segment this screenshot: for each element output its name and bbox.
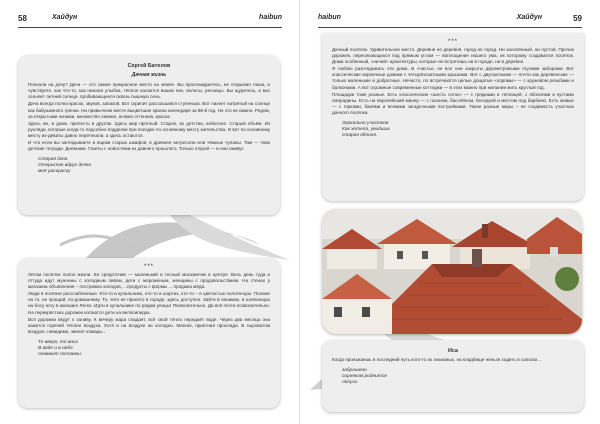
header-title-right: haibun (318, 14, 341, 21)
article-title: Иса (448, 348, 458, 354)
header-rule (18, 27, 282, 28)
haiku-line: плавают поплавки. (38, 351, 83, 357)
haiku-line: лопухи (342, 380, 358, 386)
paragraph: Вся дорожки ведут к заливу. К вечеру жара спадает, всё свой тепло передаёт воде. Через два месяца она кажется горячей тёплее воздуха. Хотя и на воздухе не холодно. Мягкая, приятная прохлада. В сыроватом воздухе, невидимо, звенят комары... (28, 316, 270, 334)
right-header (318, 10, 582, 30)
rooftops-photo (322, 209, 582, 334)
haiku (38, 340, 270, 358)
article-title: Дачная жизнь (131, 72, 167, 79)
paragraph: Когда проезжаешь в последний путь кого-то из знакомых, на кладбище нельзя ходить в сапогах... (332, 357, 542, 363)
left-header (18, 10, 282, 30)
section-separator: *** (447, 39, 458, 45)
header-subtitle-right: Хайдун (516, 14, 542, 21)
article-card-isa (322, 340, 584, 412)
page-number-right: 59 (573, 14, 582, 23)
paragraph: Я люблю разглядывать эти дома. В счастье, не все они закрыты двухметровыми глухими заборами. Вот классические кирпичные домики с четырёхскатными крышами. Вот с двускатными — почти как деревенские — только маленькие и добротные. Нечасто, по встречаются целые дощатые «хоромы» — с кружевом резьбами и балконами. А вот огромные современные коттеджи — в этих можно при желании жить круглый год. (332, 66, 574, 90)
haiku-line: сорняком роднится (342, 374, 387, 380)
article-card-summer (18, 258, 280, 408)
haiku-line: То вверх, то вниз (38, 339, 78, 345)
paragraph: Летом посёлок полон жизни. Ее средоточие — маленький и тесный магазинчик в центре. Весь день туда и оттуда идут мужчины с холодным пивом, дети с мороженым, женщины с продовольствием. На стенах у магазина объявления – пострижка холодов, ...продукты с фермы ... продажа мёда. (28, 272, 270, 290)
paragraph: Здесь же, в доме, прелесть в другом. Здесь мир прятный. Старое, из детства, небесное. Старый объём. Из рухляди, которые когда-то подсобно-подделки при поездке по основному месту жительства. И вот по основному месту из-деваты давно перетекали, а здесь остаются. (28, 120, 270, 138)
article-author: Сергей Бателов (127, 63, 171, 69)
paragraph: И что если вы заглядываете в ящики старых шкафов, в древнее антресоли или тёмные чуланы. Там — твои детские тетради. Дневники. Газеты с новостями из давнего прошлого. Только открой — и они оживут. (28, 140, 270, 152)
paragraph: Люди в посёлке расслабленные. Кто-то в купальнике, кто-то в шортах, кто-то – в цветастых полотенцах. Похоже на то, не прощай, по-домашнему. То, чего не принято в городе, здесь доступно. Зайти в панамах, в шлёпанцах на босу ногу в магазин! Легко. Идти в купальнике по рядам улицы! Позволительно. Да всё почти позволительно. На перекрёстках дорожек катаются дети на велосипедах. (28, 291, 270, 315)
haiku-line: старая яблоня. (342, 133, 378, 139)
header-rule (318, 27, 582, 28)
haiku-line: Старая дача (38, 157, 68, 163)
haiku-line: заброшено (342, 368, 367, 374)
page-number-left: 58 (18, 14, 27, 23)
paragraph: Дачный посёлок. Удивительное место. Деревня не деревня, город не город. Ни заселённый, ни пустой. Прочих дорожек, пересекающихся под прямым углом — воплощение нашего ума, их которому создавался посёлок. Дома особенный, «ничей» архитектуры, которые не встретишь ни в городе, ни в деревне. (332, 47, 574, 65)
article-card-houses (322, 33, 584, 201)
haiku-line: моё раскраску (38, 169, 71, 175)
paragraph: Поехали на дачу? Дача — это самое прекрасное место на земле. Вы прохлаждаетесь, не открывая глаза, и чувствуете, как что-то, как нежная улыбка, тёплое касается ваших век, волосы, ресницы. Вы щуритесь, и вас осеняет летний солнце, пробивающееся сквозь пышную сень. (28, 82, 270, 100)
article-card-dacha (18, 55, 280, 215)
haiku-line: В воде и в небе (38, 345, 73, 351)
header-title-left: Хайдун (52, 14, 78, 21)
paragraph: Дача всегда полна красок, звуков, запахов. Вот скрипит рассохшаяся ступенька. Вот пахнет натретый на солнце как бабушкиного гренки. На привычном месте выцветшие краски календаря за 86-й год. Но это не важно. Рядом, за открытыми окнами, множество свежих, всяких оттенков, красок. (28, 101, 270, 119)
haiku (38, 157, 270, 175)
section-separator: *** (143, 264, 154, 270)
rooftops-illustration (322, 209, 582, 334)
header-subtitle-left: haibun (259, 14, 282, 21)
haiku-line: Зеркально участков (342, 121, 389, 127)
haiku-line: Открытая вдруг дочка (38, 163, 91, 169)
haiku-line: Как хотела, увидишь (342, 127, 391, 133)
haiku (342, 368, 574, 386)
haiku (342, 121, 574, 139)
paragraph: Площадки тоже разные. Есть классические «шесть соток» — с грядками и теплицей, с яблонями и кустами смородины. Есть на европейский манер — с газоном, бассейном, беседкой и местом под барбекю. Есть живые — с горками, банями и всякими загадочными постройками. Такие разные миры – не сходимость участках дачного посёлка. (332, 91, 574, 115)
